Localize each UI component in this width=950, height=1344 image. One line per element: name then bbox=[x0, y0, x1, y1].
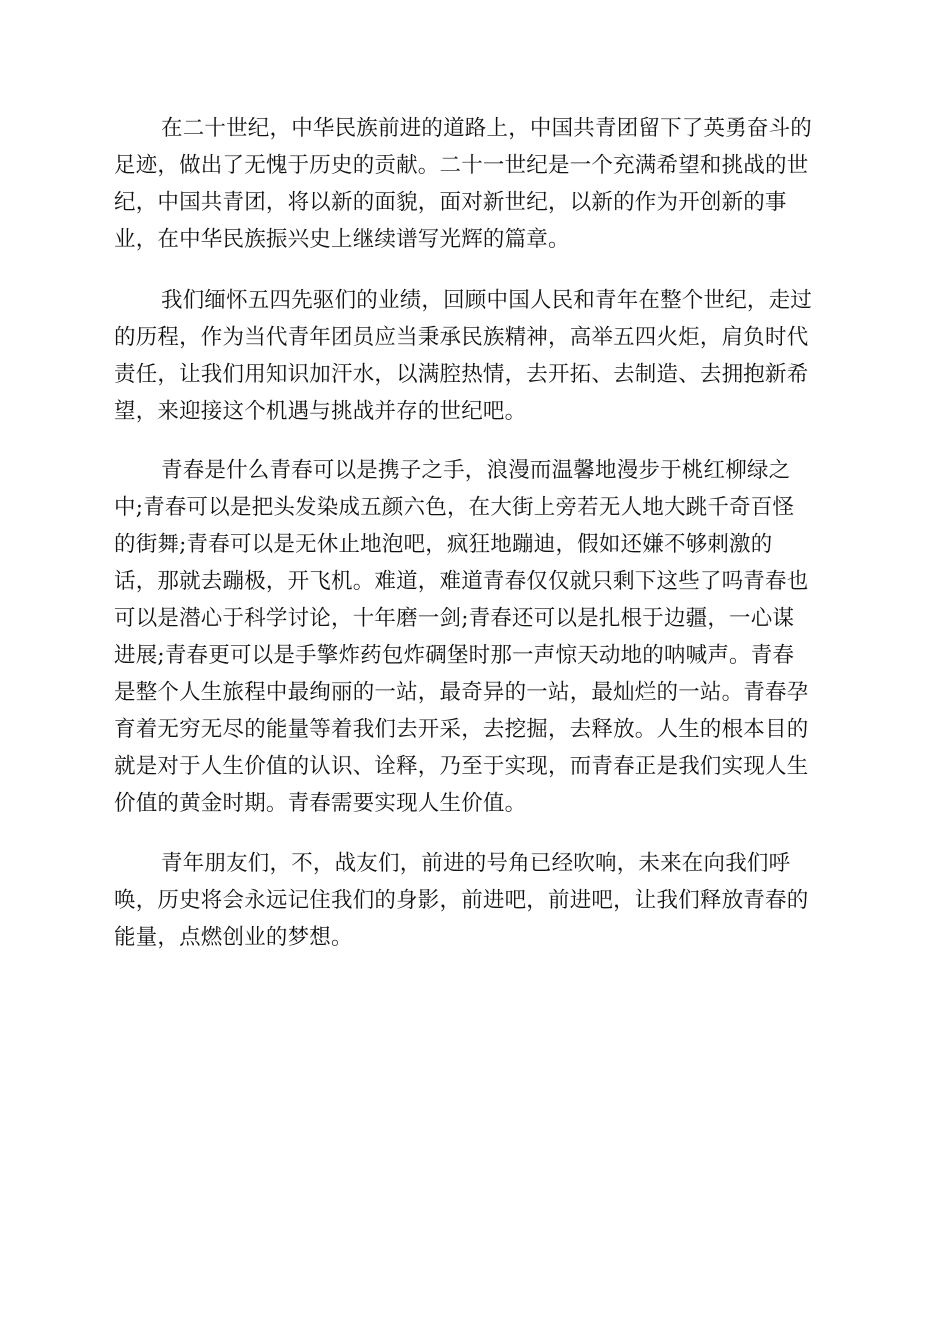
paragraph-line: 价值的黄金时期。青春需要实现人生价值。 bbox=[114, 791, 527, 816]
paragraph-line: 足迹，做出了无愧于历史的贡献。二十一世纪是一个充满希望和挑战的世 bbox=[114, 153, 809, 178]
paragraph-line: 业，在中华民族振兴史上继续谱写光辉的篇章。 bbox=[114, 227, 570, 252]
paragraph-line: 中;青春可以是把头发染成五颜六色，在大街上旁若无人地大跳千奇百怪 bbox=[114, 495, 795, 520]
paragraph-4 bbox=[114, 845, 844, 956]
paragraph-line: 的街舞;青春可以是无休止地泡吧，疯狂地蹦迪，假如还嫌不够刺激的 bbox=[114, 532, 773, 557]
paragraph-line: 我们缅怀五四先驱们的业绩，回顾中国人民和青年在整个世纪，走过 bbox=[161, 288, 813, 313]
paragraph-line: 青春是什么青春可以是携子之手，浪漫而温馨地漫步于桃红柳绿之 bbox=[161, 458, 791, 483]
paragraph-line: 是整个人生旅程中最绚丽的一站，最奇异的一站，最灿烂的一站。青春孕 bbox=[114, 680, 809, 705]
paragraph-line: 责任，让我们用知识加汗水，以满腔热情，去开拓、去制造、去拥抱新希 bbox=[114, 362, 809, 387]
paragraph-line: 在二十世纪，中华民族前进的道路上，中国共青团留下了英勇奋斗的 bbox=[161, 116, 813, 141]
paragraph-line: 话，那就去蹦极，开飞机。难道，难道青春仅仅就只剩下这些了吗青春也 bbox=[114, 569, 809, 594]
paragraph-line: 育着无穷无尽的能量等着我们去开采，去挖掘，去释放。人生的根本目的 bbox=[114, 717, 809, 742]
paragraph-line: 进展;青春更可以是手擎炸药包炸碉堡时那一声惊天动地的呐喊声。青春 bbox=[114, 643, 795, 668]
paragraph-line: 唤，历史将会永远记住我们的身影，前进吧，前进吧，让我们释放青春的 bbox=[114, 888, 809, 913]
paragraph-line: 的历程，作为当代青年团员应当秉承民族精神，高举五四火炬，肩负时代 bbox=[114, 325, 809, 350]
paragraph-line: 纪，中国共青团，将以新的面貌，面对新世纪，以新的作为开创新的事 bbox=[114, 190, 787, 215]
paragraph-1 bbox=[114, 110, 844, 258]
paragraph-3 bbox=[114, 452, 844, 822]
paragraph-line: 青年朋友们，不，战友们，前进的号角已经吹响，未来在向我们呼 bbox=[161, 851, 791, 876]
paragraph-line: 就是对于人生价值的认识、诠释，乃至于实现，而青春正是我们实现人生 bbox=[114, 754, 809, 779]
paragraph-line: 望，来迎接这个机遇与挑战并存的世纪吧。 bbox=[114, 399, 527, 424]
paragraph-2 bbox=[114, 282, 844, 430]
paragraph-line: 能量，点燃创业的梦想。 bbox=[114, 925, 353, 950]
paragraph-line: 可以是潜心于科学讨论，十年磨一剑;青春还可以是扎根于边疆，一心谋 bbox=[114, 606, 795, 631]
